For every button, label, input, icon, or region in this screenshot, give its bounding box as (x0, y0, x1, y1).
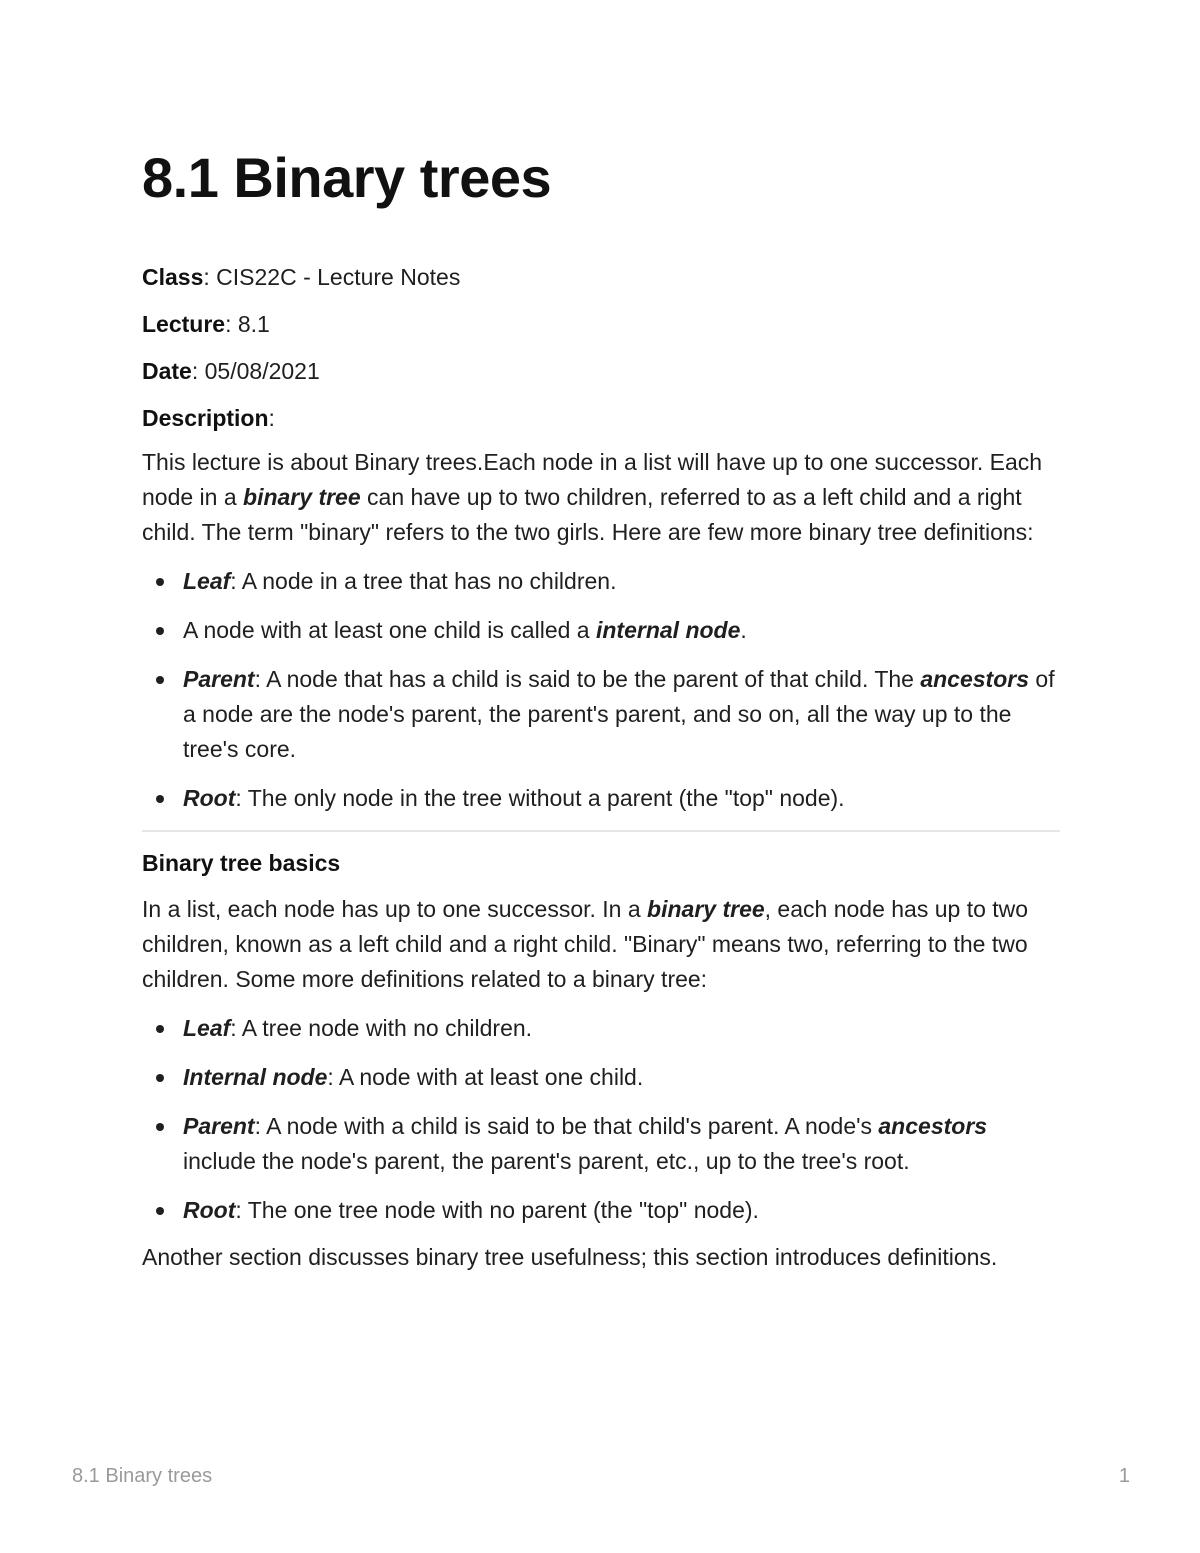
list-item (142, 662, 1062, 767)
list-item (142, 1060, 1062, 1095)
lecture-label: Lecture (142, 311, 226, 337)
page-footer (72, 1462, 1130, 1490)
definition-text: A node with at least one child is called a (183, 617, 596, 643)
lecture-value: 8.1 (237, 311, 270, 337)
definition-text: : The only node in the tree without a parent (the "top" node). (235, 785, 845, 811)
bullet-icon (156, 1123, 164, 1131)
bullet-icon (156, 578, 164, 586)
footer-title: 8.1 Binary trees (72, 1465, 213, 1487)
term-parent: Parent (183, 666, 255, 692)
definition-text: of a node are the node's parent, the parent's parent, and so on, all the way up to the tree's core. (183, 666, 1055, 762)
list-item (142, 1109, 1062, 1179)
term-leaf: Leaf (183, 568, 231, 594)
list-item (142, 564, 1062, 599)
term-internal-node: internal node (595, 617, 741, 643)
definition-text: : A tree node with no children. (230, 1015, 533, 1041)
definition-text: : The one tree node with no parent (the "top" node). (235, 1197, 759, 1223)
section-text-1: In a list, each node has up to one successor. In a (142, 896, 648, 922)
term-root: Root (183, 1197, 236, 1223)
definition-text: include the node's parent, the parent's parent, etc., up to the tree's root. (183, 1148, 910, 1174)
list-item (142, 1011, 1062, 1046)
bullet-icon (156, 627, 164, 635)
description-label: Description (142, 405, 269, 431)
term-ancestors: ancestors (878, 1113, 988, 1139)
class-row: Class: CIS22C - Lecture Notes (142, 264, 461, 290)
date-value: 05/08/2021 (204, 358, 320, 384)
page-title: 8.1 Binary trees (142, 146, 552, 209)
bullet-icon (156, 676, 164, 684)
definition-text: : A node with a child is said to be that child's parent. A node's (254, 1113, 879, 1139)
date-row: Date: 05/08/2021 (142, 358, 320, 384)
class-label: Class (142, 264, 204, 290)
page-number: 1 (1118, 1465, 1130, 1487)
section-term-binary-tree: binary tree (647, 896, 765, 922)
list-item (142, 1193, 1062, 1228)
definition-text: : A node in a tree that has no children. (230, 568, 617, 594)
divider (142, 830, 1060, 832)
term-root: Root (183, 785, 236, 811)
term-ancestors: ancestors (920, 666, 1030, 692)
date-label: Date (142, 358, 192, 384)
description-definition-list (142, 564, 1062, 816)
section-text-2: , each node has up to two children, known as a left child and a right child. "Binary" means two, referring to the two children. Some more definitions related to a binary tree: (142, 896, 1029, 992)
bullet-icon (156, 1025, 164, 1033)
bullet-icon (156, 795, 164, 803)
section-definition-list (142, 1011, 1062, 1228)
class-value: CIS22C - Lecture Notes (216, 264, 461, 290)
term-leaf: Leaf (183, 1015, 231, 1041)
description-text-1: This lecture is about Binary trees.Each node in a list will have up to one successor. Each node in a (142, 449, 1043, 510)
list-item (142, 613, 1062, 648)
list-item (142, 781, 1062, 816)
description-term-binary-tree: binary tree (243, 484, 361, 510)
description-row: Description: (142, 405, 275, 431)
document-page (142, 140, 1062, 1275)
definition-text: . (740, 617, 747, 643)
definition-text: : A node that has a child is said to be the parent of that child. The (254, 666, 921, 692)
term-parent: Parent (183, 1113, 255, 1139)
lecture-row: Lecture: 8.1 (142, 311, 270, 337)
bullet-icon (156, 1074, 164, 1082)
metadata (142, 260, 1062, 435)
section-paragraph (142, 892, 1062, 997)
description-text-2: can have up to two children, referred to as a left child and a right child. The term "binary" refers to the two girls. Here are few more binary tree definitions: (142, 484, 1034, 545)
definition-text: : A node with at least one child. (327, 1064, 644, 1090)
closing-paragraph: Another section discusses binary tree usefulness; this section introduces definitions. (142, 1244, 998, 1270)
section-heading: Binary tree basics (142, 850, 341, 876)
bullet-icon (156, 1207, 164, 1215)
term-internal-node: Internal node (183, 1064, 328, 1090)
description-paragraph (142, 445, 1062, 550)
